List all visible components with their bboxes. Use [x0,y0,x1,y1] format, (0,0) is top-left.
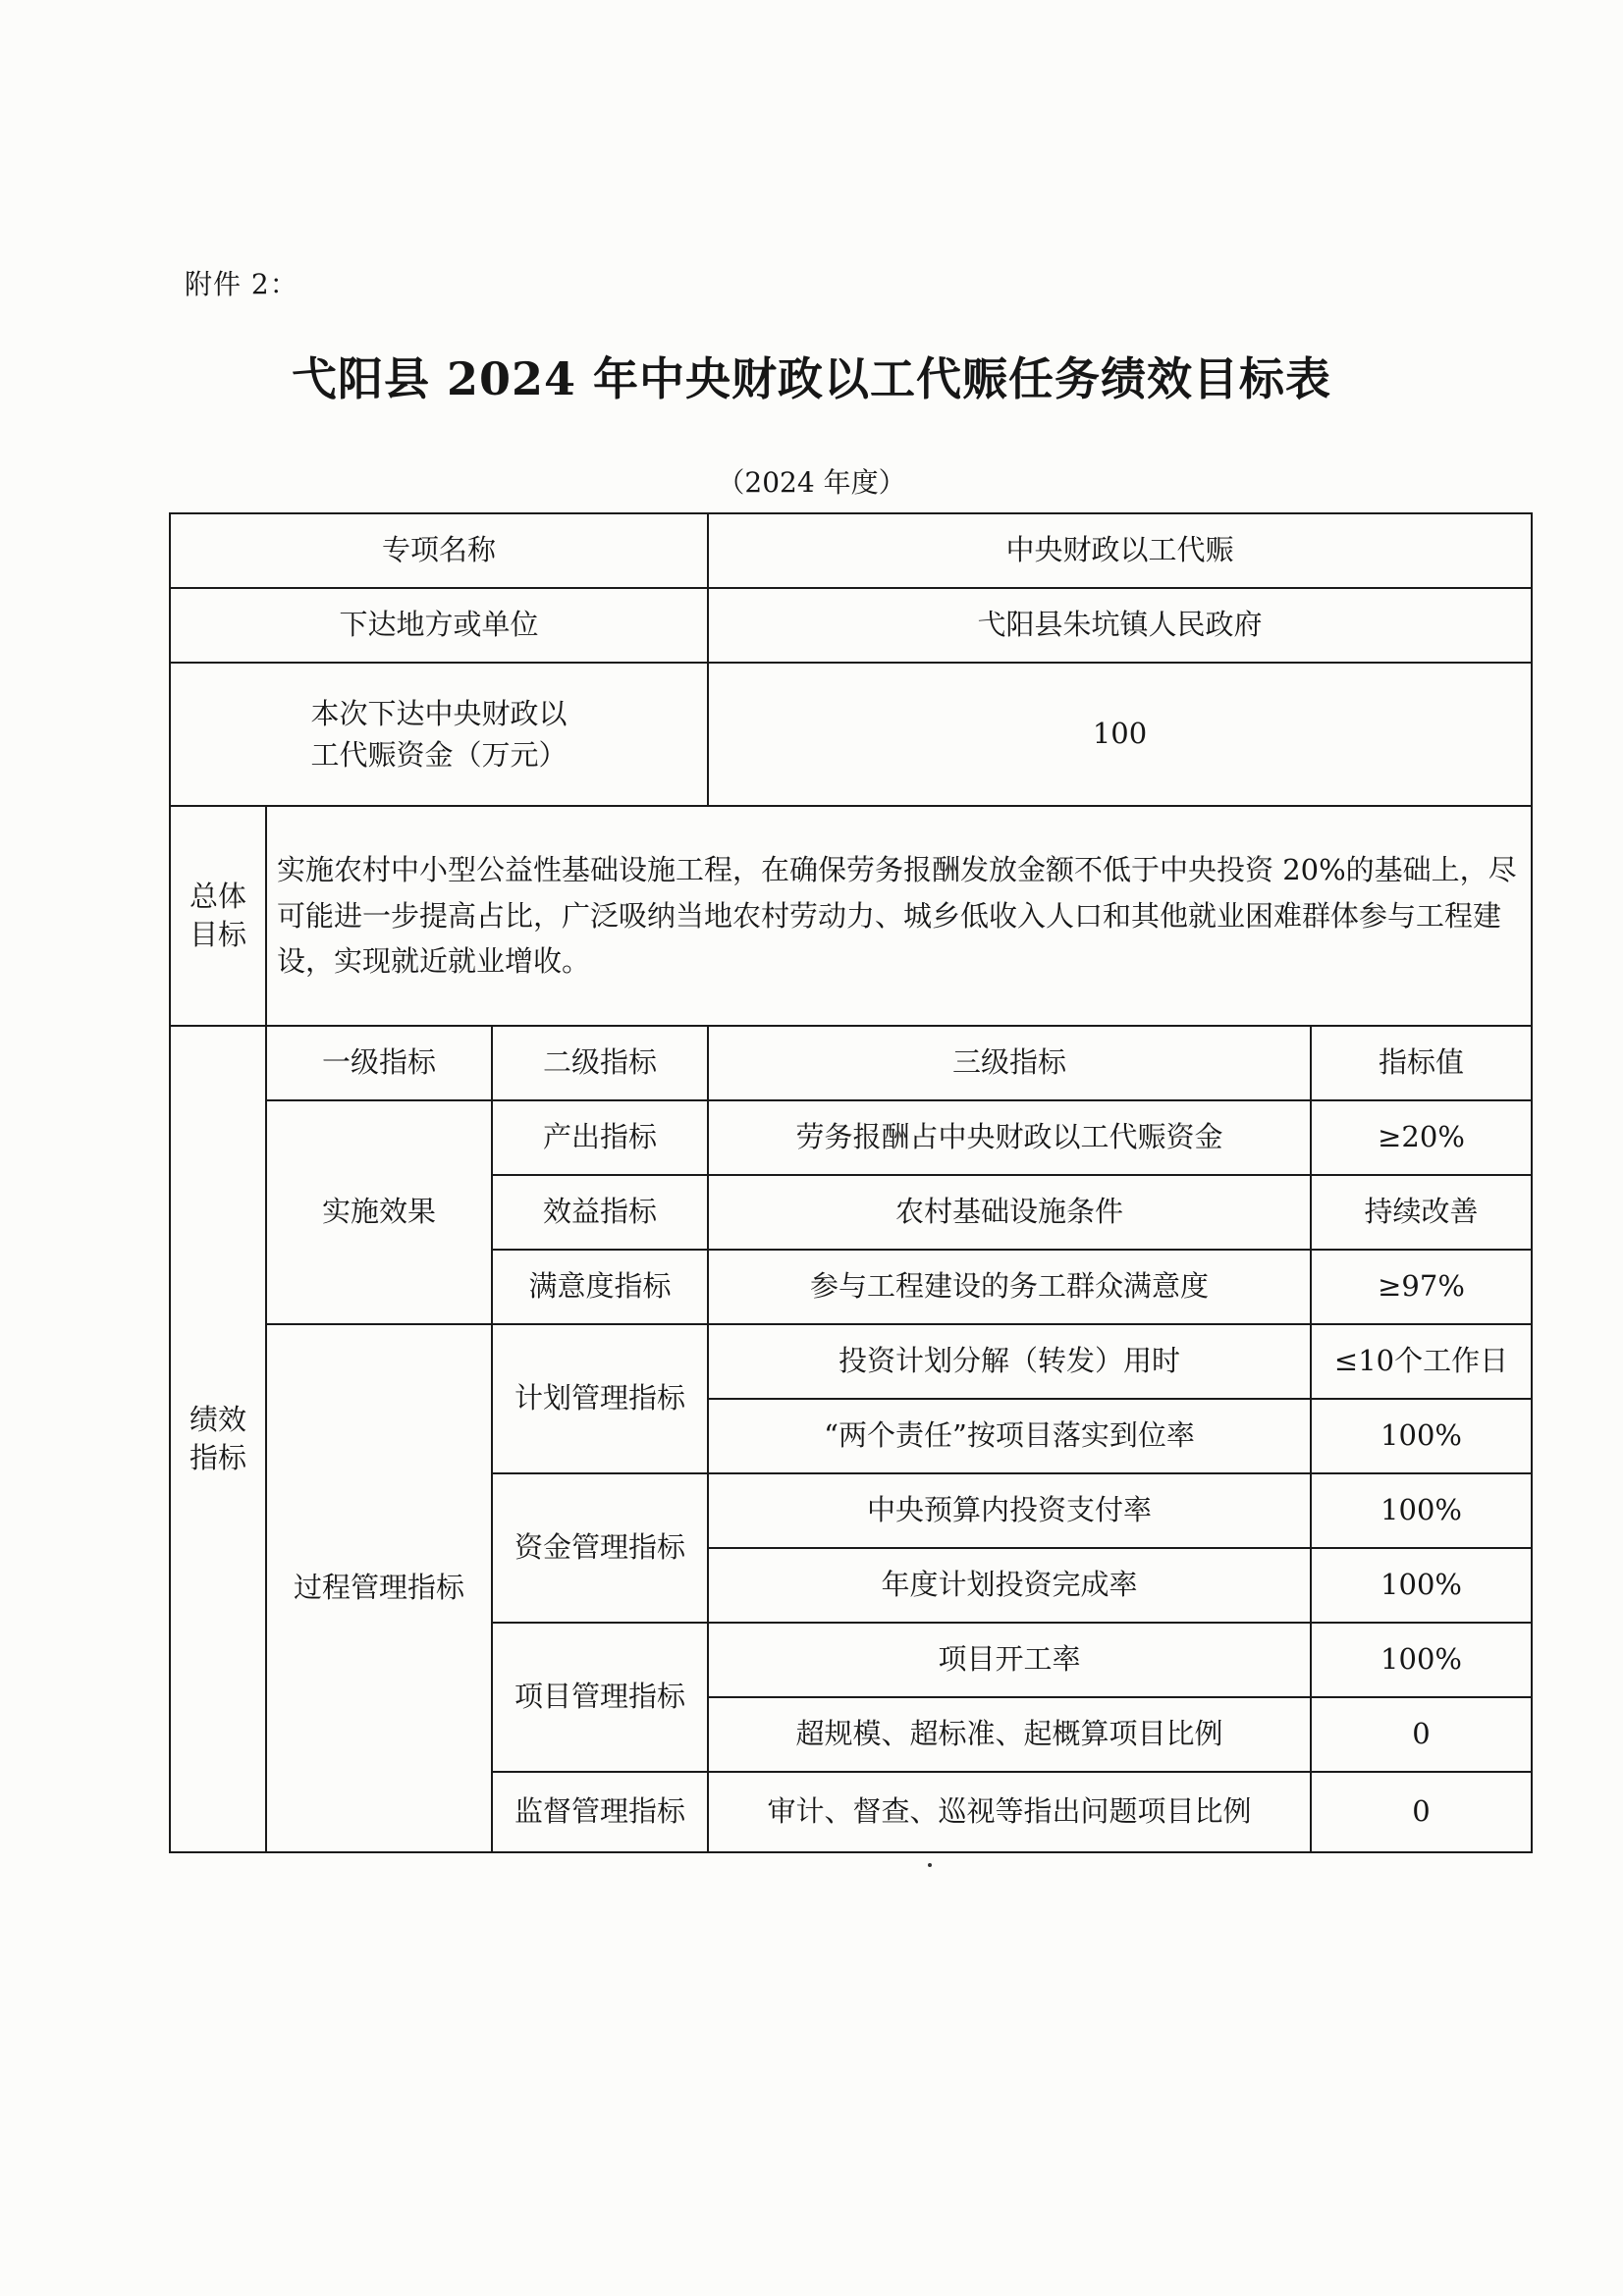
value-cell: ≥97% [1311,1250,1532,1324]
level1-cell: 实施效果 [266,1100,492,1324]
value-cell: 100% [1311,1623,1532,1697]
goal-text: 实施农村中小型公益性基础设施工程，在确保劳务报酬发放金额不低于中央投资 20%的基础上，尽可能进一步提高占比，广泛吸纳当地农村劳动力、城乡低收入人口和其他就业困难群体参与工程建设，实现就近就业增收。 [266,806,1532,1026]
document-title: 弋阳县 2024 年中央财政以工代赈任务绩效目标表 [291,352,1332,405]
table-row [170,1324,1532,1399]
recipient-value: 弋阳县朱坑镇人民政府 [708,588,1532,663]
level3-cell: 项目开工率 [708,1623,1311,1697]
header-value: 指标值 [1311,1026,1532,1100]
level2-cell: 监督管理指标 [492,1772,708,1852]
funds-label-text: 本次下达中央财政以工代赈资金（万元） [310,696,568,772]
metrics-header-row [170,1026,1532,1100]
recipient-row [170,588,1532,663]
level3-cell: 投资计划分解（转发）用时 [708,1324,1311,1399]
level1-cell: 过程管理指标 [266,1324,492,1852]
level3-cell: 参与工程建设的务工群众满意度 [708,1250,1311,1324]
funds-value: 100 [708,663,1532,806]
value-cell: 持续改善 [1311,1175,1532,1250]
document-year: （2024 年度） [717,466,906,499]
level2-cell: 项目管理指标 [492,1623,708,1772]
level2-cell: 满意度指标 [492,1250,708,1324]
level2-cell: 产出指标 [492,1100,708,1175]
value-cell: 0 [1311,1772,1532,1852]
level2-cell: 计划管理指标 [492,1324,708,1473]
header-level3: 三级指标 [708,1026,1311,1100]
goal-row [170,806,1532,1026]
metrics-label [170,1026,266,1852]
goal-label [170,806,266,1026]
value-cell: ≤10个工作日 [1311,1324,1532,1399]
project-name-value: 中央财政以工代赈 [708,513,1532,588]
level3-cell: 审计、督查、巡视等指出问题项目比例 [708,1772,1311,1852]
value-cell: 0 [1311,1697,1532,1772]
header-level1: 一级指标 [266,1026,492,1100]
scan-speck [928,1863,932,1867]
value-cell: 100% [1311,1473,1532,1548]
level3-cell: 超规模、超标准、起概算项目比例 [708,1697,1311,1772]
level2-cell: 效益指标 [492,1175,708,1250]
level3-cell: 年度计划投资完成率 [708,1548,1311,1623]
level3-cell: 农村基础设施条件 [708,1175,1311,1250]
funds-row [170,663,1532,806]
goal-label-text: 总体目标 [189,879,246,951]
recipient-label: 下达地方或单位 [170,588,708,663]
header-level2: 二级指标 [492,1026,708,1100]
project-name-row [170,513,1532,588]
level3-cell: 劳务报酬占中央财政以工代赈资金 [708,1100,1311,1175]
attachment-label: 附件 2： [185,268,298,300]
performance-table [169,512,1533,1853]
project-name-label: 专项名称 [170,513,708,588]
value-cell: ≥20% [1311,1100,1532,1175]
level3-cell: 中央预算内投资支付率 [708,1473,1311,1548]
level2-cell: 资金管理指标 [492,1473,708,1623]
level3-cell: “两个责任”按项目落实到位率 [708,1399,1311,1473]
funds-label [170,663,708,806]
value-cell: 100% [1311,1548,1532,1623]
table-row [170,1100,1532,1175]
metrics-label-text: 绩效指标 [189,1402,246,1474]
value-cell: 100% [1311,1399,1532,1473]
